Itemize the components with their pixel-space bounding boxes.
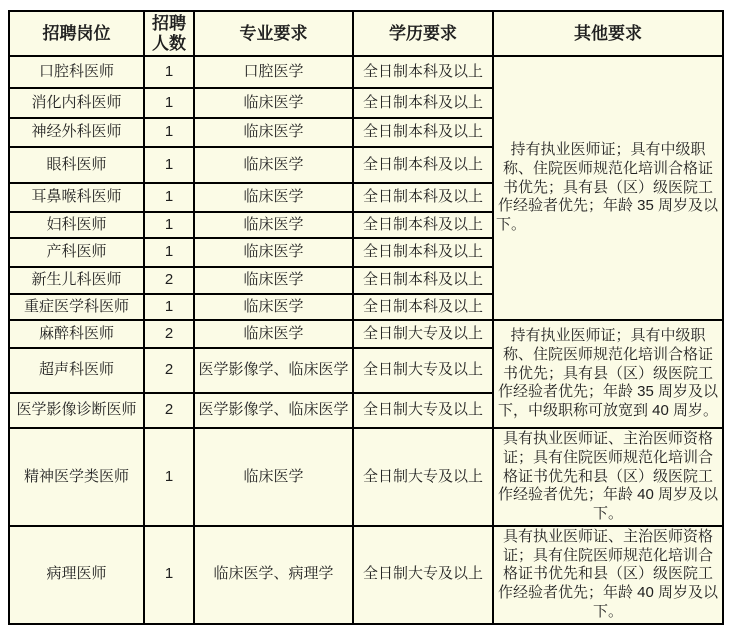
major-cell: 临床医学 (194, 118, 353, 147)
count-cell: 2 (144, 320, 194, 348)
major-cell: 临床医学 (194, 428, 353, 526)
header-row (9, 11, 723, 56)
major-cell: 临床医学 (194, 267, 353, 294)
position-cell: 神经外科医师 (9, 118, 144, 147)
header-other: 其他要求 (493, 11, 723, 56)
position-cell: 产科医师 (9, 238, 144, 267)
other-requirements-cell: 持有执业医师证；具有中级职称、住院医师规范化培训合格证书优先；具有县（区）级医院工作经验者优先；年龄 35 周岁及以下，中级职称可放宽到 40 周岁。 (493, 320, 723, 428)
education-cell: 全日制本科及以上 (353, 56, 493, 88)
count-cell: 1 (144, 88, 194, 118)
position-cell: 耳鼻喉科医师 (9, 183, 144, 212)
education-cell: 全日制大专及以上 (353, 320, 493, 348)
count-cell: 1 (144, 212, 194, 238)
major-cell: 临床医学、病理学 (194, 526, 353, 624)
position-cell: 病理医师 (9, 526, 144, 624)
position-cell: 超声科医师 (9, 348, 144, 393)
count-cell: 1 (144, 294, 194, 320)
count-cell: 1 (144, 183, 194, 212)
table-row (9, 320, 723, 348)
education-cell: 全日制本科及以上 (353, 294, 493, 320)
major-cell: 口腔医学 (194, 56, 353, 88)
education-cell: 全日制大专及以上 (353, 348, 493, 393)
education-cell: 全日制本科及以上 (353, 88, 493, 118)
major-cell: 临床医学 (194, 88, 353, 118)
other-requirements-cell: 持有执业医师证；具有中级职称、住院医师规范化培训合格证书优先；具有县（区）级医院工作经验者优先；年龄 35 周岁及以下。 (493, 56, 723, 320)
education-cell: 全日制本科及以上 (353, 238, 493, 267)
recruitment-table (8, 10, 724, 625)
education-cell: 全日制本科及以上 (353, 118, 493, 147)
header-position: 招聘岗位 (9, 11, 144, 56)
header-major: 专业要求 (194, 11, 353, 56)
major-cell: 临床医学 (194, 294, 353, 320)
education-cell: 全日制大专及以上 (353, 526, 493, 624)
position-cell: 消化内科医师 (9, 88, 144, 118)
education-cell: 全日制本科及以上 (353, 267, 493, 294)
position-cell: 妇科医师 (9, 212, 144, 238)
position-cell: 口腔科医师 (9, 56, 144, 88)
major-cell: 临床医学 (194, 183, 353, 212)
major-cell: 临床医学 (194, 238, 353, 267)
education-cell: 全日制大专及以上 (353, 428, 493, 526)
position-cell: 眼科医师 (9, 147, 144, 183)
position-cell: 医学影像诊断医师 (9, 393, 144, 428)
count-cell: 2 (144, 348, 194, 393)
count-cell: 1 (144, 118, 194, 147)
major-cell: 临床医学 (194, 147, 353, 183)
major-cell: 临床医学 (194, 212, 353, 238)
major-cell: 临床医学 (194, 320, 353, 348)
count-cell: 1 (144, 526, 194, 624)
position-cell: 麻醉科医师 (9, 320, 144, 348)
count-cell: 1 (144, 56, 194, 88)
count-cell: 1 (144, 238, 194, 267)
education-cell: 全日制本科及以上 (353, 212, 493, 238)
count-cell: 1 (144, 147, 194, 183)
count-cell: 2 (144, 393, 194, 428)
education-cell: 全日制本科及以上 (353, 183, 493, 212)
table-row (9, 428, 723, 526)
header-education: 学历要求 (353, 11, 493, 56)
major-cell: 医学影像学、临床医学 (194, 393, 353, 428)
education-cell: 全日制本科及以上 (353, 147, 493, 183)
table-row (9, 526, 723, 624)
count-cell: 2 (144, 267, 194, 294)
education-cell: 全日制大专及以上 (353, 393, 493, 428)
position-cell: 精神医学类医师 (9, 428, 144, 526)
major-cell: 医学影像学、临床医学 (194, 348, 353, 393)
other-requirements-cell: 具有执业医师证、主治医师资格证；具有住院医师规范化培训合格证书优先和县（区）级医院工作经验者优先；年龄 40 周岁及以下。 (493, 526, 723, 624)
other-requirements-cell: 具有执业医师证、主治医师资格证；具有住院医师规范化培训合格证书优先和县（区）级医院工作经验者优先；年龄 40 周岁及以下。 (493, 428, 723, 526)
table-row (9, 56, 723, 88)
position-cell: 新生儿科医师 (9, 267, 144, 294)
position-cell: 重症医学科医师 (9, 294, 144, 320)
header-count: 招聘人数 (144, 11, 194, 56)
count-cell: 1 (144, 428, 194, 526)
